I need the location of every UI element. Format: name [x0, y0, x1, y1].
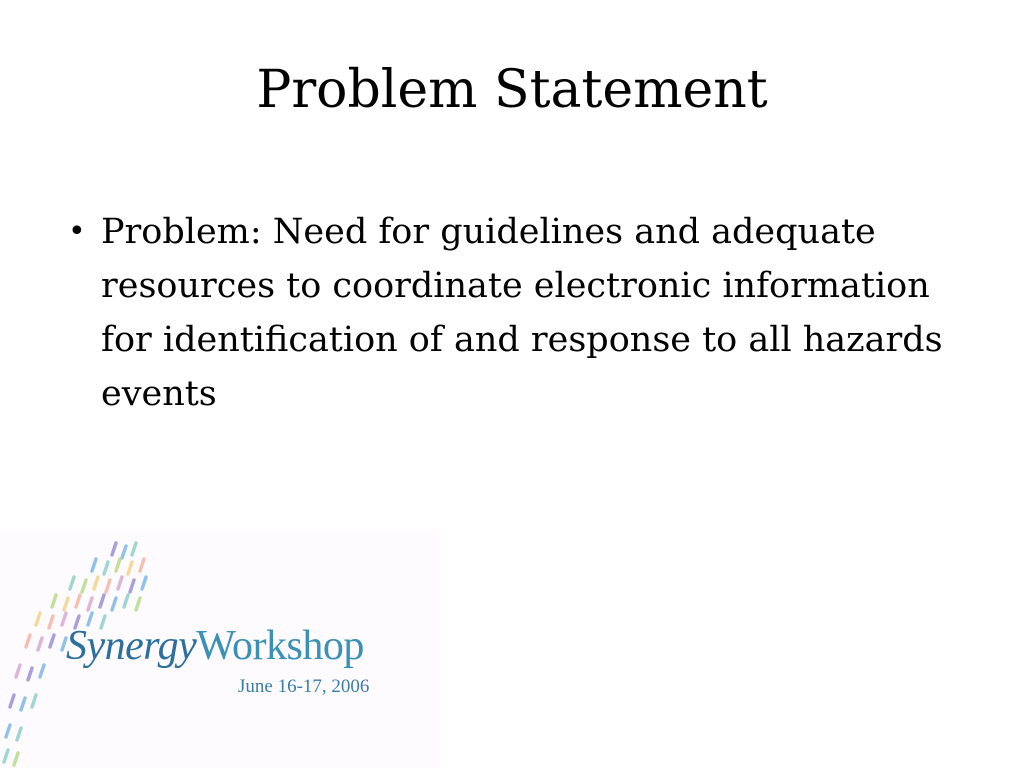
- logo-dash: [4, 750, 8, 762]
- logo-dash: [116, 559, 120, 571]
- logo-dash: [28, 668, 32, 680]
- synergy-workshop-logo: [0, 530, 440, 768]
- slide-content: [66, 205, 966, 421]
- logo-dash: [38, 638, 42, 650]
- logo-dash: [124, 595, 128, 607]
- logo-dash: [32, 695, 36, 707]
- logo-dash: [26, 635, 30, 647]
- logo-dash: [136, 598, 140, 610]
- logo-dash: [40, 665, 44, 677]
- logo-dash: [118, 577, 122, 589]
- logo-dash: [16, 665, 20, 677]
- logo-dash: [132, 543, 136, 555]
- logo-dash: [50, 635, 54, 647]
- logo-dash: [17, 728, 21, 740]
- bullet-text: Problem: Need for guidelines and adequate resources to coordinate electronic information for identification of and response to all hazards events: [101, 212, 943, 414]
- logo-dash: [64, 598, 68, 610]
- logo-dash: [106, 580, 110, 592]
- bullet-item: [66, 205, 966, 421]
- logo-dash: [130, 580, 134, 592]
- logo-dash: [52, 595, 56, 607]
- bullet-marker: •: [68, 214, 86, 249]
- logo-dash: [88, 598, 92, 610]
- logo-dash: [94, 577, 98, 589]
- logo-dash: [6, 725, 10, 737]
- logo-dash: [36, 613, 40, 625]
- logo-name-synergy: Synergy: [66, 623, 197, 669]
- logo-dash: [92, 559, 96, 571]
- logo-dash: [76, 595, 80, 607]
- logo-name: [66, 622, 364, 670]
- logo-dash: [122, 546, 126, 558]
- logo-dash: [140, 559, 144, 571]
- logo-dash: [21, 698, 25, 710]
- logo-dash: [112, 543, 116, 555]
- bullet-list: [66, 205, 966, 421]
- logo-date: June 16-17, 2006: [238, 676, 370, 697]
- logo-dash: [82, 580, 86, 592]
- logo-dash: [112, 598, 116, 610]
- logo-dash: [70, 577, 74, 589]
- logo-dash: [49, 616, 53, 628]
- logo-name-workshop: Workshop: [196, 623, 364, 669]
- logo-dash: [14, 753, 18, 765]
- logo-dash: [128, 562, 132, 574]
- logo-dash: [104, 562, 108, 574]
- logo-dash: [10, 695, 14, 707]
- logo-dash: [100, 595, 104, 607]
- slide-title: Problem Statement: [256, 60, 768, 120]
- logo-dash: [142, 577, 146, 589]
